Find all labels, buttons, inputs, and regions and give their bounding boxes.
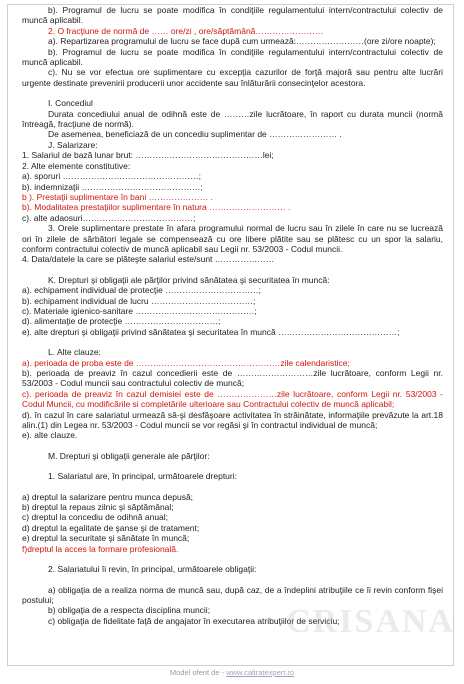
document-line: e) dreptul la securitate şi sănătate în muncă; (22, 533, 190, 544)
document-line: b). Programul de lucru se poate modifica în condiţiile regulamentului intern/contractului colectiv de muncă aplicabil. (22, 46, 443, 68)
document-line: a). Repartizarea programului de lucru se face după cum urmează:……………………(ore zi/ore noapte); (48, 36, 436, 47)
document-line: b) obligaţia de a respecta disciplina muncii; (48, 605, 211, 616)
document-line: d). alimentaţie de protecţie ……………………………; (22, 316, 221, 327)
document-line: 1. Salariul de bază lunar brut: ………………………………………lei; (22, 150, 274, 161)
document-line: 3. Orele suplimentare prestate în afara programului normal de lucru sau în zilele în care nu se lucrează ori în zilele de sărbători legale se compensează cu ore libere plătite sau se plătesc cu un spor la salariu, conform contractului colectiv de muncă aplicabil sau Legii nr. 53/2003 - Codul muncii. (22, 223, 443, 254)
document-line: 1. Salariatul are, în principal, următoarele drepturi: (48, 471, 237, 482)
document-line: a). sporuri …………………………………………; (22, 171, 201, 182)
document-line: De asemenea, beneficiază de un concediu suplimentar de …………………… . (48, 129, 342, 140)
document-line: d). în cazul în care salariatul urmează să-şi desfăşoare activitatea în străinătate, informaţiile prevăzute la art.18 alin.(1) din Legea nr. 53/2003 - Codul muncii se vor regăsi şi în contractul individual de muncă; (22, 409, 443, 431)
document-line: c). alte adaosuri…………………………………; (22, 212, 196, 223)
document-line: Durata concediului anual de odihnă este de ………zile lucrătoare, în raport cu durata muncii (normă întreagă, fracţiune de normă). (22, 108, 443, 130)
document-line: e). alte clauze. (22, 430, 78, 441)
document-body (22, 5, 443, 626)
page-footer (0, 668, 464, 678)
document-line: b ). Prestaţii suplimentare în bani ………………… . (22, 191, 213, 202)
document-page (7, 4, 454, 666)
document-line: c). perioada de preaviz în cazul demisiei este de …………………zile lucrătoare, conform Legii nr. 53/2003 - Codul Muncii, cu modificările si completările ulterioare sau Contractului colectiv de muncă aplicabil; (22, 388, 443, 410)
spacer (22, 265, 443, 275)
spacer (22, 461, 443, 471)
document-line: J. Salarizare: (48, 139, 98, 150)
document-line: b). Modalitatea prestaţiilor suplimentare în natura ……………………… . (22, 202, 291, 213)
document-line: c). Nu se vor efectua ore suplimentare cu excepţia cazurilor de forţă majoră sau pentru alte lucrări urgente destinate prevenirii producerii unor accidente sau înlăturării consecinţelor acestora. (22, 67, 443, 88)
document-line: b). perioada de preaviz în cazul concedierii este de ………………………zile lucrătoare, conform Legii nr. 53/2003 - Codul muncii sau contractului colectiv de muncă; (22, 368, 443, 389)
document-line: e). alte drepturi şi obligaţii privind sănătatea şi securitatea în muncă ……………………………………; (22, 326, 400, 337)
footer-prefix: Model oferit de - (169, 668, 227, 677)
document-line: L. Alte clauze: (48, 347, 101, 358)
document-line: b). indemnizaţii ……………………………………; (22, 181, 203, 192)
document-line: M. Drepturi şi obligaţii generale ale părţilor: (48, 450, 210, 461)
document-line: 4. Data/datele la care se plăteşte salariul este/sunt ………………… (22, 254, 275, 265)
document-line: c) obligaţia de fidelitate faţă de angajator în executarea atribuţiilor de serviciu; (48, 615, 340, 626)
document-line: f)dreptul la acces la formare profesională. (22, 543, 179, 554)
document-line: b) dreptul la repaus zilnic şi săptămânal; (22, 502, 174, 513)
document-line: a). echipament individual de protecţie ……………………………; (22, 285, 262, 296)
spacer (22, 554, 443, 564)
document-line: a) obligaţia de a realiza norma de muncă sau, după caz, de a îndeplini atribuţiile ce îi revin conform fişei postului; (22, 584, 443, 605)
document-line: 2. Salariatului îi revin, în principal, următoarele obligaţii: (48, 564, 257, 575)
watermark-logo: CRISANA (286, 603, 455, 640)
document-line: I. Concediul (48, 98, 93, 109)
spacer (22, 88, 443, 98)
document-line: 2. O fracţiune de normă de …… ore/zi , ore/săptămână…………………… (48, 25, 324, 36)
document-line: d) dreptul la egalitate de şanse şi de tratament; (22, 522, 200, 533)
spacer (22, 575, 443, 585)
document-line: a) dreptul la salarizare pentru munca depusă; (22, 491, 194, 502)
document-line: a). perioada de proba este de ……………………………………………zile calendaristice; (22, 357, 350, 368)
document-line: c) dreptul la concediu de odihnă anual; (22, 512, 169, 523)
spacer (22, 337, 443, 347)
document-line: b). echipament individual de lucru ………………………………; (22, 295, 256, 306)
footer-link[interactable]: www.caltratexpert.ro (226, 668, 295, 677)
spacer (22, 482, 443, 492)
document-line: c). Materiale igienico-sanitare ……………………………………; (22, 305, 257, 316)
document-line: 2. Alte elemente constitutive: (22, 160, 131, 171)
document-line: K. Drepturi şi obligaţii ale părţilor privind sănătatea şi securitatea în muncă: (48, 274, 330, 285)
spacer (22, 441, 443, 451)
document-line: b). Programul de lucru se poate modifica în condiţiile regulamentului intern/contractului colectiv de muncă aplicabil. (22, 5, 443, 26)
